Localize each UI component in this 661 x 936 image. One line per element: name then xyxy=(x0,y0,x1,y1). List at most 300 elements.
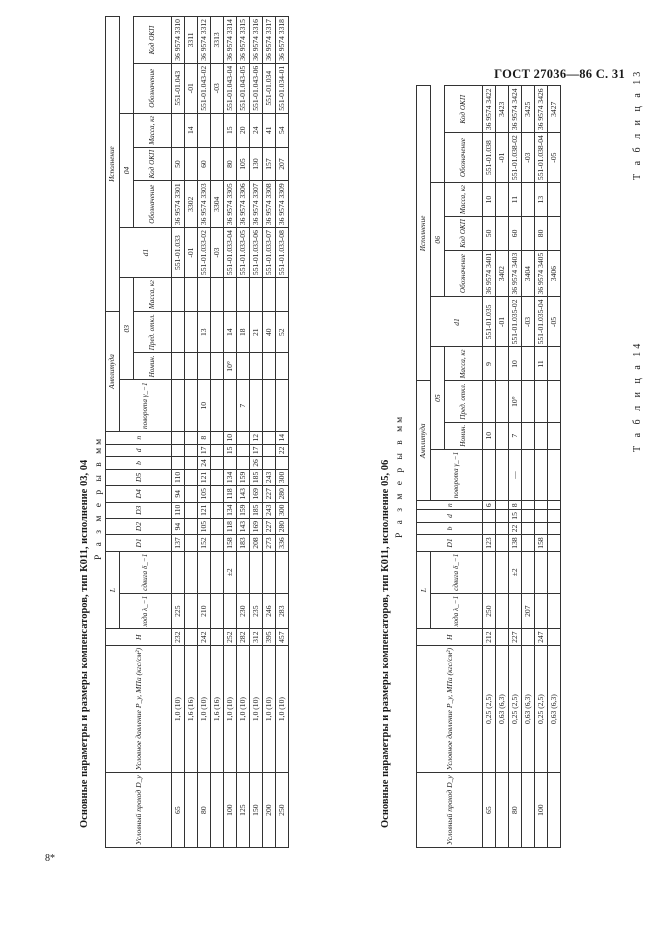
table-cell: 185 xyxy=(250,469,263,485)
table-cell xyxy=(211,380,224,432)
table-cell xyxy=(522,501,535,510)
table-row xyxy=(535,86,548,848)
table-cell: 1,0 (10) xyxy=(237,645,250,772)
table-cell xyxy=(237,457,250,470)
t14-head-amp-hod: хода λ_−1 xyxy=(431,593,483,629)
t14-head-L-dev: Пред. откл. xyxy=(445,381,483,422)
table-cell: 207 xyxy=(276,147,289,181)
table-cell: 3402 xyxy=(496,250,509,297)
table-cell xyxy=(496,535,509,551)
t14-head-n: n xyxy=(417,501,483,510)
table-cell: 227 xyxy=(263,486,276,502)
table-cell: 159 xyxy=(237,469,250,485)
table-cell xyxy=(198,551,211,593)
table-row xyxy=(237,17,250,848)
t14-head-okp-06: Код ОКП xyxy=(445,86,483,133)
table-cell xyxy=(522,522,535,535)
table-cell: 243 xyxy=(263,502,276,518)
table-cell: 18 xyxy=(237,312,250,353)
table-cell: 457 xyxy=(276,629,289,645)
table-cell: 54 xyxy=(276,113,289,147)
table-cell xyxy=(211,518,224,534)
table-cell: 60 xyxy=(198,147,211,181)
table-cell xyxy=(211,593,224,629)
table-cell xyxy=(535,551,548,593)
table-cell xyxy=(185,502,198,518)
table-cell: 551-01.038-04 xyxy=(535,133,548,183)
table-cell: 280 xyxy=(276,486,289,502)
table-cell xyxy=(224,380,237,432)
t13-head-D2: D2 xyxy=(106,518,172,534)
table-cell: 10 xyxy=(483,183,496,217)
table-cell: 150 xyxy=(250,773,263,848)
table13 xyxy=(105,16,289,848)
table-cell xyxy=(237,353,250,380)
table-cell: 134 xyxy=(224,502,237,518)
table-row xyxy=(224,17,237,848)
table-cell: 243 xyxy=(263,469,276,485)
table14-caption: Т а б л и ц а 14 xyxy=(632,340,643,452)
t13-head-v03: 03 xyxy=(120,278,134,380)
table-cell xyxy=(522,422,535,449)
table-cell: 551-01.035-02 xyxy=(509,297,522,347)
table-cell: 3404 xyxy=(522,250,535,297)
table-cell: 250 xyxy=(483,593,496,629)
table-cell: 14 xyxy=(185,113,198,147)
t14-head-d: d xyxy=(417,510,483,523)
table-cell: 227 xyxy=(263,518,276,534)
table-cell: 17 xyxy=(250,444,263,457)
table-row xyxy=(496,86,509,848)
table-cell: 105 xyxy=(198,518,211,534)
table-cell xyxy=(535,449,548,501)
table-cell: 36 9574 3422 xyxy=(483,86,496,133)
table-cell: 551-01.033-06 xyxy=(250,228,263,278)
t13-head-okp-04: Код ОКП xyxy=(134,17,172,64)
table-cell: 300 xyxy=(276,469,289,485)
table-cell xyxy=(198,113,211,147)
table-cell xyxy=(172,380,185,432)
table-cell xyxy=(237,431,250,444)
table-cell: 36 9574 3301 xyxy=(172,181,185,228)
table-cell: — xyxy=(509,449,522,501)
table-cell: 11 xyxy=(535,347,548,381)
table-cell: 118 xyxy=(224,518,237,534)
table-cell xyxy=(185,593,198,629)
table-cell: 15 xyxy=(224,113,237,147)
table-cell xyxy=(522,773,535,848)
table-cell: 208 xyxy=(250,535,263,551)
table-cell: 273 xyxy=(263,535,276,551)
table-cell xyxy=(224,593,237,629)
table-cell xyxy=(185,353,198,380)
table-cell: 1,6 (16) xyxy=(185,645,198,772)
table-cell xyxy=(263,551,276,593)
table-cell: 143 xyxy=(237,518,250,534)
table-cell xyxy=(263,380,276,432)
table-cell xyxy=(522,381,535,422)
t13-head-D1: D1 xyxy=(106,535,172,551)
table-cell: 3302 xyxy=(185,181,198,228)
table-cell: 3311 xyxy=(185,17,198,64)
t14-head-L-nom: Номин. xyxy=(445,422,483,449)
table-cell xyxy=(509,593,522,629)
table-cell xyxy=(496,381,509,422)
t13-head-amp-pov: поворота γ_−1 xyxy=(120,380,172,432)
table-cell: 26 xyxy=(250,457,263,470)
table-cell xyxy=(250,353,263,380)
t14-head-isp: Исполнение xyxy=(417,86,431,381)
table-cell: 159 xyxy=(237,502,250,518)
table-cell: 110 xyxy=(172,469,185,485)
table-cell: 3423 xyxy=(496,86,509,133)
table-cell xyxy=(276,551,289,593)
table-cell: 169 xyxy=(250,486,263,502)
table-cell xyxy=(263,444,276,457)
table-cell: 50 xyxy=(483,217,496,251)
t13-head-n: n xyxy=(106,431,172,444)
table-cell: 0,25 (2,5) xyxy=(535,645,548,772)
table-cell xyxy=(185,457,198,470)
table-cell: 157 xyxy=(263,147,276,181)
table-cell: 212 xyxy=(483,629,496,645)
table-row xyxy=(198,17,211,848)
table-cell: 252 xyxy=(224,629,237,645)
table-cell: 3313 xyxy=(211,17,224,64)
table-cell: 36 9574 3318 xyxy=(276,17,289,64)
table-cell: 551-01.043 xyxy=(172,63,185,113)
table-row xyxy=(483,86,496,848)
table14-body xyxy=(483,86,561,848)
table-cell: 125 xyxy=(237,773,250,848)
table-cell: 20 xyxy=(237,113,250,147)
table-cell xyxy=(276,457,289,470)
table-cell: 10 xyxy=(509,347,522,381)
table-cell: 283 xyxy=(276,593,289,629)
table-cell xyxy=(211,773,224,848)
table-cell xyxy=(276,278,289,312)
table-cell xyxy=(276,353,289,380)
table-cell xyxy=(522,347,535,381)
table-cell xyxy=(548,501,561,510)
table-cell: 121 xyxy=(198,469,211,485)
t13-head-v04: 04 xyxy=(120,113,134,227)
table-cell: 551-01.035-04 xyxy=(535,297,548,347)
table-cell: 551-01.033-07 xyxy=(263,228,276,278)
table-cell: 94 xyxy=(172,486,185,502)
table-cell: 21 xyxy=(250,312,263,353)
table-cell xyxy=(522,510,535,523)
table-row xyxy=(522,86,535,848)
table-cell: -03 xyxy=(211,63,224,113)
table-cell xyxy=(185,551,198,593)
table-cell: 36 9574 3405 xyxy=(535,250,548,297)
table-cell xyxy=(172,312,185,353)
table-cell: 105 xyxy=(237,147,250,181)
table-row xyxy=(211,17,224,848)
table-cell xyxy=(224,278,237,312)
table-cell xyxy=(496,501,509,510)
table-cell xyxy=(172,353,185,380)
t14-head-amp-pov: поворота γ_−1 xyxy=(431,449,483,501)
table-cell: 36 9574 3314 xyxy=(224,17,237,64)
table-cell xyxy=(172,113,185,147)
table-cell xyxy=(548,535,561,551)
table-cell: 551-01.043-02 xyxy=(198,63,211,113)
table-cell xyxy=(211,113,224,147)
table-cell: 183 xyxy=(237,535,250,551)
table-cell: 36 9574 3312 xyxy=(198,17,211,64)
table-cell xyxy=(237,444,250,457)
table-cell: 9 xyxy=(483,347,496,381)
table-row xyxy=(263,17,276,848)
table-cell: 282 xyxy=(237,629,250,645)
t14-head-L: L xyxy=(417,551,431,629)
table-cell xyxy=(522,183,535,217)
table-cell xyxy=(185,147,198,181)
table-cell xyxy=(496,510,509,523)
table-cell: 10° xyxy=(224,353,237,380)
table-cell: 227 xyxy=(509,629,522,645)
table-cell xyxy=(211,353,224,380)
table-cell: 134 xyxy=(224,469,237,485)
table-cell xyxy=(211,629,224,645)
table-cell xyxy=(548,629,561,645)
table-cell: 207 xyxy=(522,593,535,629)
table-cell xyxy=(211,502,224,518)
table-cell: 36 9574 3315 xyxy=(237,17,250,64)
table-cell: 100 xyxy=(224,773,237,848)
table-cell: 105 xyxy=(198,486,211,502)
t13-head-D4: D4 xyxy=(106,486,172,502)
table-cell: 300 xyxy=(276,502,289,518)
table-cell: 551-01.033-05 xyxy=(237,228,250,278)
table-cell: 10 xyxy=(224,431,237,444)
table-cell xyxy=(172,457,185,470)
table-cell xyxy=(483,551,496,593)
t13-head-mass-03: Масса, кг xyxy=(134,278,172,312)
table-cell xyxy=(496,522,509,535)
t14-head-H: H xyxy=(417,629,483,645)
table-cell xyxy=(535,422,548,449)
table-cell: 551-01.034 xyxy=(263,63,276,113)
table-cell: 6 xyxy=(483,501,496,510)
table-cell xyxy=(172,431,185,444)
table-cell xyxy=(172,444,185,457)
table-cell: 36 9574 3401 xyxy=(483,250,496,297)
table-cell xyxy=(198,278,211,312)
table-cell: 80 xyxy=(535,217,548,251)
table-cell: 3425 xyxy=(522,86,535,133)
table-cell xyxy=(535,501,548,510)
table-cell xyxy=(211,431,224,444)
table-cell xyxy=(535,522,548,535)
table-cell xyxy=(211,535,224,551)
table-cell: 247 xyxy=(535,629,548,645)
t13-head-okp-03: Код ОКП xyxy=(134,147,172,181)
table-cell: 22 xyxy=(276,444,289,457)
t13-head-L-dev: Пред. откл. xyxy=(134,312,172,353)
table-cell xyxy=(211,551,224,593)
table-cell xyxy=(185,773,198,848)
t13-head-L: L xyxy=(106,551,120,629)
t13-head-oboz-03: Обозначение xyxy=(134,181,172,228)
table-cell: -01 xyxy=(496,133,509,183)
table-cell: 7 xyxy=(509,422,522,449)
t13-head-amp: Амплитуда xyxy=(106,312,120,432)
table-cell xyxy=(185,431,198,444)
table-row xyxy=(276,17,289,848)
table-cell xyxy=(548,217,561,251)
table-cell: 3304 xyxy=(211,181,224,228)
table-cell: 225 xyxy=(172,593,185,629)
table-cell: 551-01.043-06 xyxy=(250,63,263,113)
table-cell: -03 xyxy=(522,133,535,183)
table-cell xyxy=(224,457,237,470)
table-cell: 36 9574 3426 xyxy=(535,86,548,133)
table-cell: 250 xyxy=(276,773,289,848)
table-cell: 41 xyxy=(263,113,276,147)
table-cell: 60 xyxy=(509,217,522,251)
table-cell: 15 xyxy=(509,510,522,523)
table-cell: 10 xyxy=(198,380,211,432)
t13-head-D3: D3 xyxy=(106,502,172,518)
table-cell: 3427 xyxy=(548,86,561,133)
table-cell xyxy=(276,380,289,432)
table-cell xyxy=(211,469,224,485)
table-cell xyxy=(483,381,496,422)
table-cell xyxy=(250,380,263,432)
table-cell: 11 xyxy=(509,183,522,217)
t14-head-d1: d1 xyxy=(431,297,483,347)
t14-head-b: b xyxy=(417,522,483,535)
table-cell: 0,63 (6,3) xyxy=(522,645,535,772)
table-cell xyxy=(548,522,561,535)
table-cell: 80 xyxy=(509,773,522,848)
table-cell xyxy=(548,510,561,523)
table-cell: 1,6 (16) xyxy=(211,645,224,772)
t14-head-mass-05: Масса, кг xyxy=(445,347,483,381)
table-cell xyxy=(548,551,561,593)
table-cell: 312 xyxy=(250,629,263,645)
table-cell xyxy=(185,278,198,312)
table-cell xyxy=(211,147,224,181)
table-cell: 1,0 (10) xyxy=(198,645,211,772)
table-cell: 24 xyxy=(250,113,263,147)
table-cell xyxy=(548,347,561,381)
t13-head-du: Условный проход D_у xyxy=(106,773,172,848)
table-cell xyxy=(211,457,224,470)
table-cell xyxy=(250,278,263,312)
table-cell: -01 xyxy=(496,297,509,347)
table-cell: -05 xyxy=(548,133,561,183)
t14-head-pressure: Условное давление P_у, МПа (кгс/см²) xyxy=(417,645,483,772)
table-cell: 123 xyxy=(483,535,496,551)
table-cell: 36 9574 3303 xyxy=(198,181,211,228)
table-cell: 336 xyxy=(276,535,289,551)
table-cell xyxy=(263,457,276,470)
table-cell: 232 xyxy=(172,629,185,645)
t13-head-L-nom: Номин. xyxy=(134,353,172,380)
table-cell: 280 xyxy=(276,518,289,534)
table-cell: -01 xyxy=(185,63,198,113)
table-cell xyxy=(496,551,509,593)
table-cell: 8 xyxy=(198,431,211,444)
table-cell: 50 xyxy=(172,147,185,181)
table-cell xyxy=(522,535,535,551)
table-cell: 36 9574 3308 xyxy=(263,181,276,228)
table-cell: 15 xyxy=(224,444,237,457)
table-cell: 137 xyxy=(172,535,185,551)
table13-wrapper xyxy=(105,16,289,848)
table-cell: 65 xyxy=(483,773,496,848)
table-cell xyxy=(237,551,250,593)
table-cell: 65 xyxy=(172,773,185,848)
table-cell: 3406 xyxy=(548,250,561,297)
table13-body xyxy=(172,17,289,848)
table-cell: 158 xyxy=(535,535,548,551)
table-cell: 17 xyxy=(198,444,211,457)
table-cell xyxy=(263,353,276,380)
table-cell xyxy=(198,353,211,380)
table-cell: 551-01.043-05 xyxy=(237,63,250,113)
table-cell: 551-01.038-02 xyxy=(509,133,522,183)
table-cell xyxy=(548,422,561,449)
table-cell: 36 9574 3316 xyxy=(250,17,263,64)
table-cell: 100 xyxy=(535,773,548,848)
table-cell xyxy=(535,510,548,523)
t14-head-okp-05: Код ОКП xyxy=(445,217,483,251)
table14-title: Основные параметры и размеры компенсаторов, тип К011, исполнение 05, 06 xyxy=(380,459,391,828)
t14-head-v05: 05 xyxy=(431,347,445,449)
table-cell: 551-01.033-04 xyxy=(224,228,237,278)
table-cell: -05 xyxy=(548,297,561,347)
table-cell: 36 9574 3403 xyxy=(509,250,522,297)
table-cell: 52 xyxy=(276,312,289,353)
table-cell: 551-01.034-01 xyxy=(276,63,289,113)
table-cell xyxy=(483,449,496,501)
page-header: ГОСТ 27036—86 С. 31 xyxy=(494,67,625,81)
table-cell: -03 xyxy=(522,297,535,347)
table14 xyxy=(416,85,561,848)
table-cell: 0,25 (2,5) xyxy=(509,645,522,772)
table-cell xyxy=(548,773,561,848)
table-cell: 8 xyxy=(509,501,522,510)
table-cell: 551-01.033 xyxy=(172,228,185,278)
table-cell: 36 9574 3309 xyxy=(276,181,289,228)
t14-head-amp-sdv: сдвига δ_−1 xyxy=(431,551,483,593)
t13-head-amp-sdv: сдвига δ_−1 xyxy=(120,551,172,593)
table-cell xyxy=(522,217,535,251)
t14-head-oboz-06: Обозначение xyxy=(445,133,483,183)
table-cell: 36 9574 3317 xyxy=(263,17,276,64)
table-cell: ±2 xyxy=(509,551,522,593)
table-cell: ±2 xyxy=(224,551,237,593)
table-cell: -03 xyxy=(211,228,224,278)
table-cell xyxy=(185,518,198,534)
table-cell: 185 xyxy=(250,502,263,518)
table-cell: 0,25 (2,5) xyxy=(483,645,496,772)
table-cell xyxy=(548,183,561,217)
table-cell: 118 xyxy=(224,486,237,502)
footer-mark: 8* xyxy=(45,853,55,864)
table-cell xyxy=(211,278,224,312)
table-row xyxy=(185,17,198,848)
table-cell: 36 9574 3306 xyxy=(237,181,250,228)
table-cell xyxy=(483,510,496,523)
table-cell: 242 xyxy=(198,629,211,645)
t14-head-amp: Амплитуда xyxy=(417,381,431,501)
